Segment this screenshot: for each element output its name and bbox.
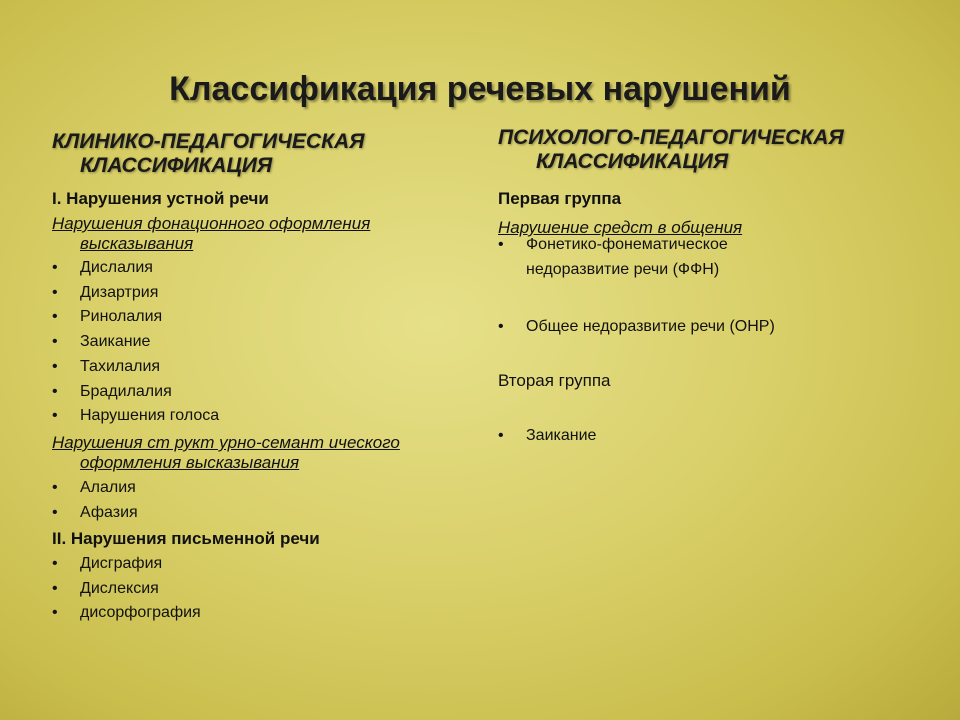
subsection-phonation-line2: высказывания [80, 234, 194, 253]
list-item-label: Заикание [526, 427, 597, 444]
bullet-icon: • [52, 407, 58, 425]
list-item-label-line2: недоразвитие речи (ФФН) [526, 260, 720, 278]
list-item-label: Заикание [80, 333, 151, 351]
section-oral-speech: I. Нарушения устной речи [52, 189, 269, 208]
list-item [52, 577, 432, 602]
bullet-icon: • [52, 503, 58, 521]
list-item [498, 233, 918, 282]
list-item-label-line1: Фонетико-фонематическое [526, 236, 728, 253]
list-item-label: Тахилалия [80, 357, 161, 375]
bullet-icon: • [498, 318, 504, 335]
list-item [52, 330, 432, 355]
left-heading-line2: КЛАССИФИКАЦИЯ [80, 154, 273, 177]
list-item [52, 501, 432, 526]
list-item-label: Общее недоразвитие речи (ОНР) [526, 318, 775, 335]
list-item [52, 256, 432, 281]
list-item-label: Афазия [80, 503, 138, 521]
list-item [498, 424, 918, 449]
bullet-icon: • [498, 236, 504, 253]
list-item-label: Дислексия [80, 579, 159, 597]
right-heading [498, 126, 928, 174]
list-item [52, 601, 432, 626]
bullet-icon: • [52, 357, 58, 375]
list-item [52, 476, 432, 501]
list-item [52, 404, 432, 429]
list-item [52, 305, 432, 330]
subsection-phonation [52, 214, 432, 254]
bullet-icon: • [52, 382, 58, 400]
list-written-disorders [52, 552, 432, 626]
subsection-structural-semantic [52, 433, 432, 473]
bullet-icon: • [52, 555, 58, 572]
list-first-group-2 [498, 315, 918, 340]
list-item-label: Дисграфия [80, 555, 163, 572]
bullet-icon: • [52, 333, 58, 351]
subsection-structural-line1: Нарушения ст рукт урно-семант ического [52, 433, 400, 452]
list-second-group [498, 424, 918, 449]
group-first-title: Первая группа [498, 189, 622, 208]
list-item-label: Брадилалия [80, 382, 172, 400]
list-item [52, 552, 432, 577]
list-phonation-disorders [52, 256, 432, 429]
list-item [498, 315, 918, 340]
bullet-icon: • [52, 259, 58, 276]
bullet-icon: • [498, 427, 504, 444]
list-item-label: Ринолалия [80, 308, 163, 326]
list-item-label: Нарушения голоса [80, 407, 220, 425]
list-structural-disorders [52, 476, 432, 525]
bullet-icon: • [52, 479, 58, 496]
group-second-title: Вторая группа [498, 371, 611, 390]
list-item [52, 355, 432, 380]
list-item [52, 380, 432, 405]
right-heading-line2: КЛАССИФИКАЦИЯ [536, 150, 729, 173]
list-item-label: дисорфография [80, 604, 201, 622]
subsection-structural-line2: оформления высказывания [80, 453, 300, 472]
list-item-label: Дизартрия [80, 283, 159, 301]
bullet-icon: • [52, 308, 58, 326]
list-item-label: Дислалия [80, 259, 153, 276]
left-heading-line1: КЛИНИКО-ПЕДАГОГИЧЕСКАЯ [52, 130, 365, 153]
section-written-speech: II. Нарушения письменной речи [52, 529, 320, 548]
list-item-label: Алалия [80, 479, 136, 496]
left-heading [52, 130, 452, 178]
slide-title: Классификация речевых нарушений [169, 70, 791, 108]
bullet-icon: • [52, 579, 58, 597]
subsection-phonation-line1: Нарушения фонационного оформления [52, 214, 371, 233]
bullet-icon: • [52, 283, 58, 301]
list-item [52, 281, 432, 306]
right-heading-line1: ПСИХОЛОГО-ПЕДАГОГИЧЕСКАЯ [498, 126, 844, 149]
group-first-subtitle: Нарушение средст в общения [498, 218, 743, 237]
list-first-group [498, 233, 918, 282]
bullet-icon: • [52, 604, 58, 622]
